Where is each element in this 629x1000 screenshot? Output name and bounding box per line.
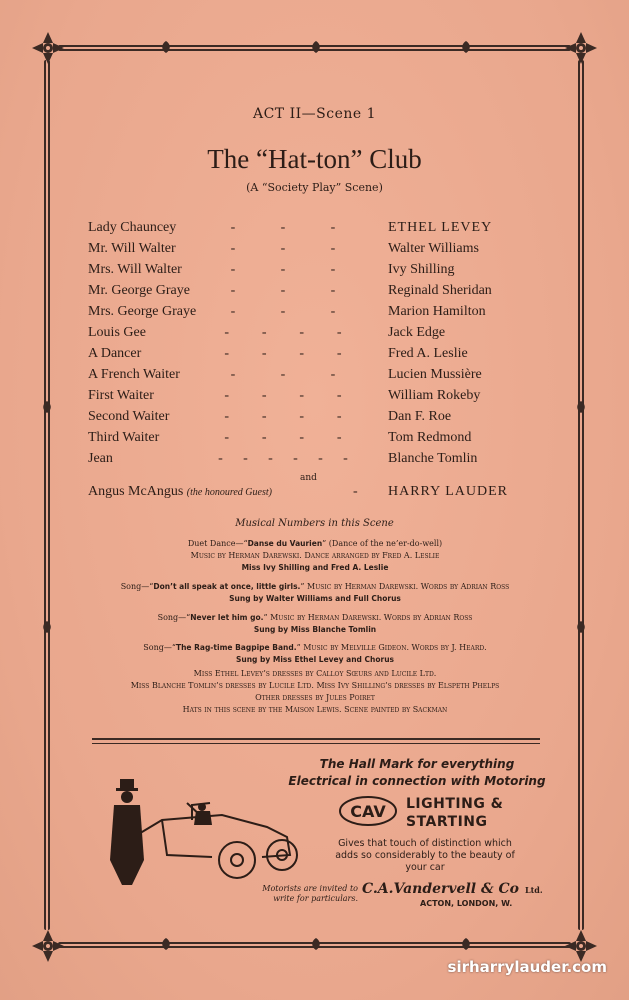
cast-row [88,346,548,367]
dash-leader: - - - - [224,388,342,403]
dress-credits: Miss Ethel Levey’s dresses by Calloy Sœurs and Lucile Ltd. Miss Blanche Tomlin’s dresses by Lucile Ltd. Miss Ivy Shilling’s dresses by Elspeth Phelps Other dresses by Jules Poiret Hats in this scene by the Maison Lewis. Scene painted by Sackman [130,669,500,714]
guest-role: Angus McAngus (the honoured Guest) [88,484,272,499]
cast-role: Mr. George Graye [88,283,190,298]
advert-headline: The Hall Mark for everything Electrical in connection with Motoring [288,757,546,788]
cast-actor: Tom Redmond [388,430,472,445]
cast-actor: Blanche Tomlin [388,451,478,466]
cast-row [88,325,548,346]
cast-actor: Walter Williams [388,241,479,256]
cast-role: A French Waiter [88,367,180,382]
dash-leader: - - - - [224,430,342,445]
cast-row [88,430,548,451]
dash-leader: - - - [230,241,336,256]
dash-leader: - - - - [224,325,342,340]
cast-row [88,304,548,325]
dash-leader: - - - [230,304,336,319]
company-name: C.A.Vandervell & Co Ltd. [362,881,543,897]
tulip-ornament-icon [460,40,472,54]
cast-row [88,283,548,304]
cav-product: LIGHTING & STARTING [406,796,504,830]
dash-leader: - - - [230,220,336,235]
song-credit-3: Song—“The Rag-time Bagpipe Band.” Music by Melville Gideon. Words by J. Heard. Sung by Miss Ethel Levey and Chorus [143,643,487,664]
guest-actor: HARRY LAUDER [388,484,508,499]
cast-actor: Lucien Mussière [388,367,482,382]
cast-role: Third Waiter [88,430,160,445]
dash-leader: - - - [230,262,336,277]
cast-list [88,220,548,472]
cast-actor: William Rokeby [388,388,481,403]
advert-divider-thin [92,743,540,744]
cav-logo-icon [338,795,398,827]
dash-leader: - - - - [224,409,342,424]
dash-leader: - - - [230,283,336,298]
cast-role: Mrs. George Graye [88,304,197,319]
scene-subtitle: (A “Society Play” Scene) [246,181,383,194]
cast-row [88,241,548,262]
advert-body: Gives that touch of distinction which adds so considerably to the beauty of your car [335,838,515,873]
cast-role: Mr. Will Walter [88,241,176,256]
tulip-ornament-icon [41,400,53,414]
musical-numbers-heading: Musical Numbers in this Scene [235,518,394,529]
act-scene-heading: ACT II—Scene 1 [252,106,377,122]
tulip-ornament-icon [41,620,53,634]
song-credit-1: Song—“Don’t all speak at once, little girls.” Music by Herman Darewski. Words by Adrian Ross Sung by Walter Williams and Full Chorus [120,582,510,603]
tulip-ornament-icon [310,937,322,951]
cast-row [88,451,548,472]
cast-role: Second Waiter [88,409,170,424]
tulip-ornament-icon [575,620,587,634]
cast-row [88,388,548,409]
svg-text:CAV: CAV [350,802,386,821]
dash-leader: - - - [230,367,336,382]
cast-row [88,220,548,241]
company-address: ACTON, LONDON, W. [420,899,513,908]
cast-row [88,262,548,283]
cast-row [88,367,548,388]
song-credit-2: Song—“Never let him go.” Music by Herman Darewski. Words by Adrian Ross Sung by Miss Blanche Tomlin [157,613,473,634]
tulip-ornament-icon [460,937,472,951]
corner-ornament-icon [30,928,66,964]
advert-divider [92,738,540,740]
tulip-ornament-icon [310,40,322,54]
cast-actor: Ivy Shilling [388,262,455,277]
and-label: and [300,473,317,483]
cast-role: Louis Gee [88,325,146,340]
guest-dash: - [353,484,358,499]
dash-leader: - - - - [224,346,342,361]
cast-role: Mrs. Will Walter [88,262,182,277]
cast-actor: Marion Hamilton [388,304,486,319]
cast-row [88,409,548,430]
tulip-ornament-icon [575,400,587,414]
guest-note: (the honoured Guest) [186,487,272,498]
tulip-ornament-icon [160,40,172,54]
cast-actor: Jack Edge [388,325,446,340]
cast-role: First Waiter [88,388,154,403]
cast-role: A Dancer [88,346,142,361]
dash-leader: - - - - - - [218,451,348,466]
scene-title: The “Hat-ton” Club [207,144,422,174]
cast-actor: ETHEL LEVEY [388,220,493,235]
corner-ornament-icon [30,30,66,66]
corner-ornament-icon [563,30,599,66]
guest-row [88,484,548,506]
cast-role: Jean [88,451,113,466]
cast-role: Lady Chauncey [88,220,177,235]
motor-car-illustration-icon [92,775,302,890]
cast-actor: Dan F. Roe [388,409,452,424]
duet-credit: Duet Dance—“Danse du Vaurien” (Dance of the ne’er-do-well) Music by Herman Darewski. Dance arranged by Fred A. Leslie Miss Ivy Shilling and Fred A. Leslie [187,539,443,572]
cast-actor: Reginald Sheridan [388,283,492,298]
tulip-ornament-icon [160,937,172,951]
cast-actor: Fred A. Leslie [388,346,468,361]
site-watermark: sirharrylauder.com [447,958,607,976]
motorists-note: Motorists are invited to write for particulars. [262,884,358,903]
